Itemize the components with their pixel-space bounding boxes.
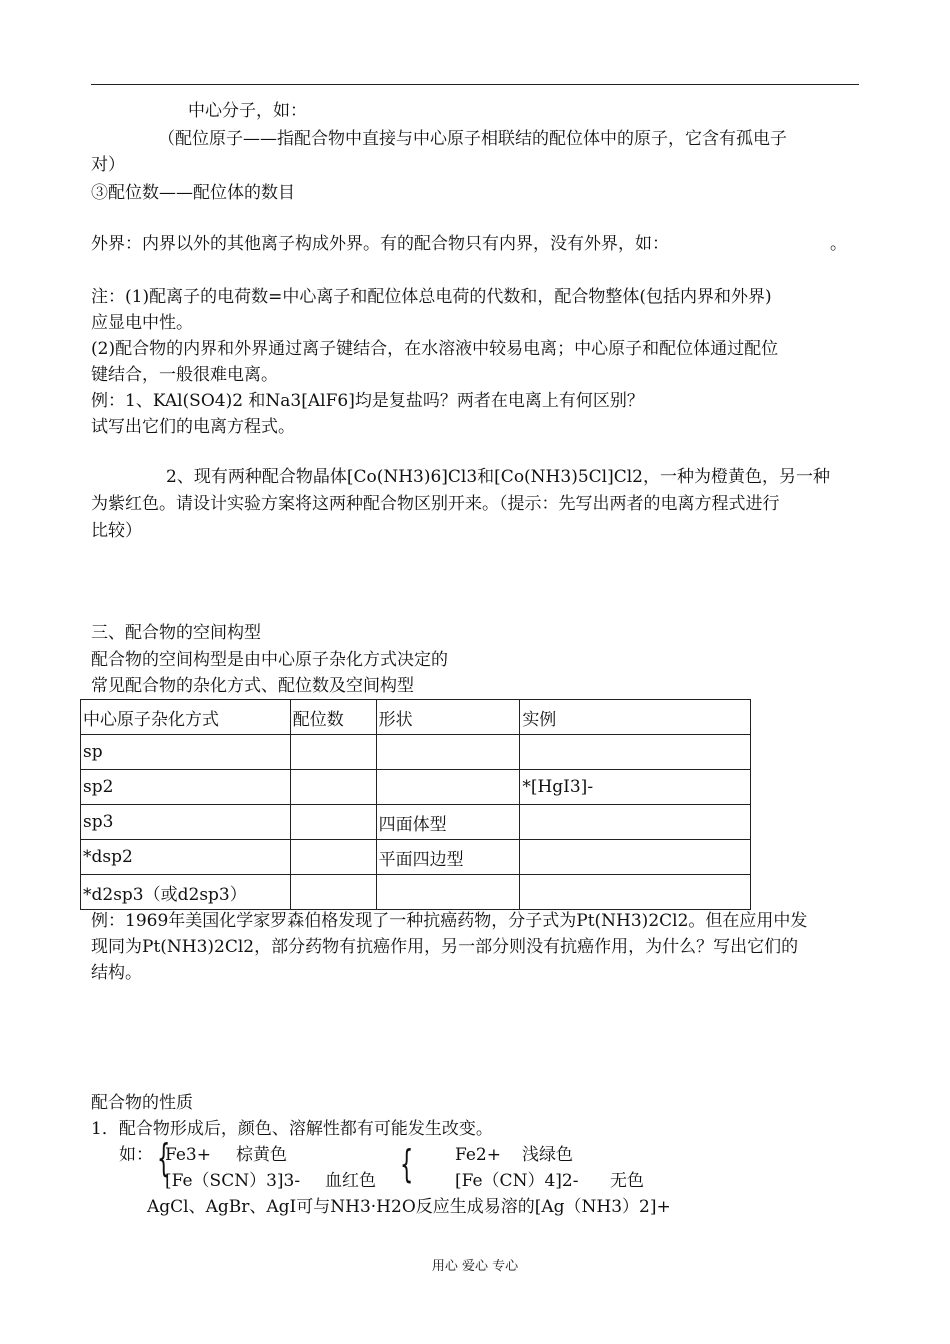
formula-fe3: Fe3+ (165, 1145, 211, 1165)
formula-fe2: Fe2+ (455, 1145, 501, 1165)
text-line-ligand-atom-cont: 对） (91, 155, 125, 175)
text-line-note-2: (2)配合物的内界和外界通过离子键结合，在水溶液中较易电离；中心原子和配位体通过配位 (91, 339, 779, 359)
table-cell: *[HgI3]- (520, 770, 751, 805)
header-rule (91, 84, 859, 85)
table-header-row (81, 700, 751, 735)
table-cell (290, 805, 376, 840)
table-cell (376, 770, 520, 805)
table-cell (376, 875, 520, 910)
text-line-example-3-cont: 现同为Pt(NH3)2Cl2，部分药物有抗癌作用，另一部分则没有抗癌作用，为什么？写出它们的 (91, 937, 799, 957)
section-heading-spatial-structure: 三、配合物的空间构型 (91, 623, 261, 643)
formula-fe-cn: [Fe（CN）4]2- (455, 1171, 579, 1191)
text-line-hybridization-rule: 配合物的空间构型是由中心原子杂化方式决定的 (91, 650, 448, 670)
table-header-cell: 配位数 (290, 700, 376, 735)
text-line-central-molecule: 中心分子，如： (188, 101, 307, 121)
color-fe-scn: 血红色 (325, 1171, 376, 1191)
table-header-cell: 实例 (520, 700, 751, 735)
table-cell (290, 735, 376, 770)
table-cell (290, 770, 376, 805)
table-row (81, 875, 751, 910)
table-cell: sp3 (81, 805, 291, 840)
color-fe3: 棕黄色 (236, 1145, 287, 1165)
table-cell (290, 875, 376, 910)
table-row (81, 770, 751, 805)
table-cell: *dsp2 (81, 840, 291, 875)
hybridization-table (80, 699, 751, 910)
table-cell (376, 735, 520, 770)
section-heading-properties: 配合物的性质 (91, 1093, 193, 1113)
table-cell: *d2sp3（或d2sp3） (81, 875, 291, 910)
text-line-example-1: 例：1、KAl(SO4)2 和Na3[AlF6]均是复盐吗？两者在电离上有何区别？ (91, 391, 644, 411)
text-line-ligand-atom: （配位原子——指配合物中直接与中心原子相联结的配位体中的原子，它含有孤电子 (158, 129, 787, 149)
table-row (81, 735, 751, 770)
table-cell (520, 875, 751, 910)
text-line-note-1: 注：(1)配离子的电荷数=中心离子和配位体总电荷的代数和，配合物整体(包括内界和外界) (91, 287, 772, 307)
table-cell: sp (81, 735, 291, 770)
text-line-example-3: 例：1969年美国化学家罗森伯格发现了一种抗癌药物，分子式为Pt(NH3)2Cl2。但在应用中发 (91, 911, 808, 931)
text-line-example-2-cont: 为紫红色。请设计实验方案将这两种配合物区别开来。（提示：先写出两者的电离方程式进行 (91, 494, 780, 514)
color-fe2: 浅绿色 (522, 1145, 573, 1165)
table-header-cell: 形状 (376, 700, 520, 735)
text-line-note-2-cont: 键结合，一般很难电离。 (91, 365, 278, 385)
left-brace-icon: { (400, 1142, 414, 1186)
text-line-example-1-cont: 试写出它们的电离方程式。 (91, 417, 295, 437)
table-cell: 平面四边型 (376, 840, 520, 875)
text-line-silver-halides: AgCl、AgBr、AgI可与NH3·H2O反应生成易溶的[Ag（NH3）2]+ (147, 1197, 671, 1217)
text-line-outer-sphere: 外界：内界以外的其他离子构成外界。有的配合物只有内界，没有外界，如： (91, 234, 669, 254)
table-cell: sp2 (81, 770, 291, 805)
table-row (81, 840, 751, 875)
text-line-coordination-number: ③配位数——配位体的数目 (91, 183, 295, 203)
text-line-example-label: 如： (119, 1145, 153, 1165)
table-cell (520, 840, 751, 875)
table-cell: 四面体型 (376, 805, 520, 840)
text-line-example-2-end: 比较） (91, 521, 142, 541)
table-cell (290, 840, 376, 875)
table-cell (520, 805, 751, 840)
text-line-outer-sphere-end: 。 (830, 234, 847, 254)
text-line-example-2: 2、现有两种配合物晶体[Co(NH3)6]Cl3和[Co(NH3)5Cl]Cl2，一种为橙黄色，另一种 (166, 467, 830, 487)
text-line-property-1: 1．配合物形成后，颜色、溶解性都有可能发生改变。 (91, 1119, 493, 1139)
color-fe-cn: 无色 (610, 1171, 644, 1191)
text-line-example-3-end: 结构。 (91, 963, 142, 983)
page-footer: 用心 爱心 专心 (431, 1259, 519, 1274)
table-header-cell: 中心原子杂化方式 (81, 700, 291, 735)
left-brace-icon: { (157, 1136, 171, 1180)
table-row (81, 805, 751, 840)
formula-fe-scn: [Fe（SCN）3]3- (165, 1171, 301, 1191)
table-cell (520, 735, 751, 770)
table-caption: 常见配合物的杂化方式、配位数及空间构型 (91, 676, 414, 696)
text-line-note-1-cont: 应显电中性。 (91, 313, 193, 333)
